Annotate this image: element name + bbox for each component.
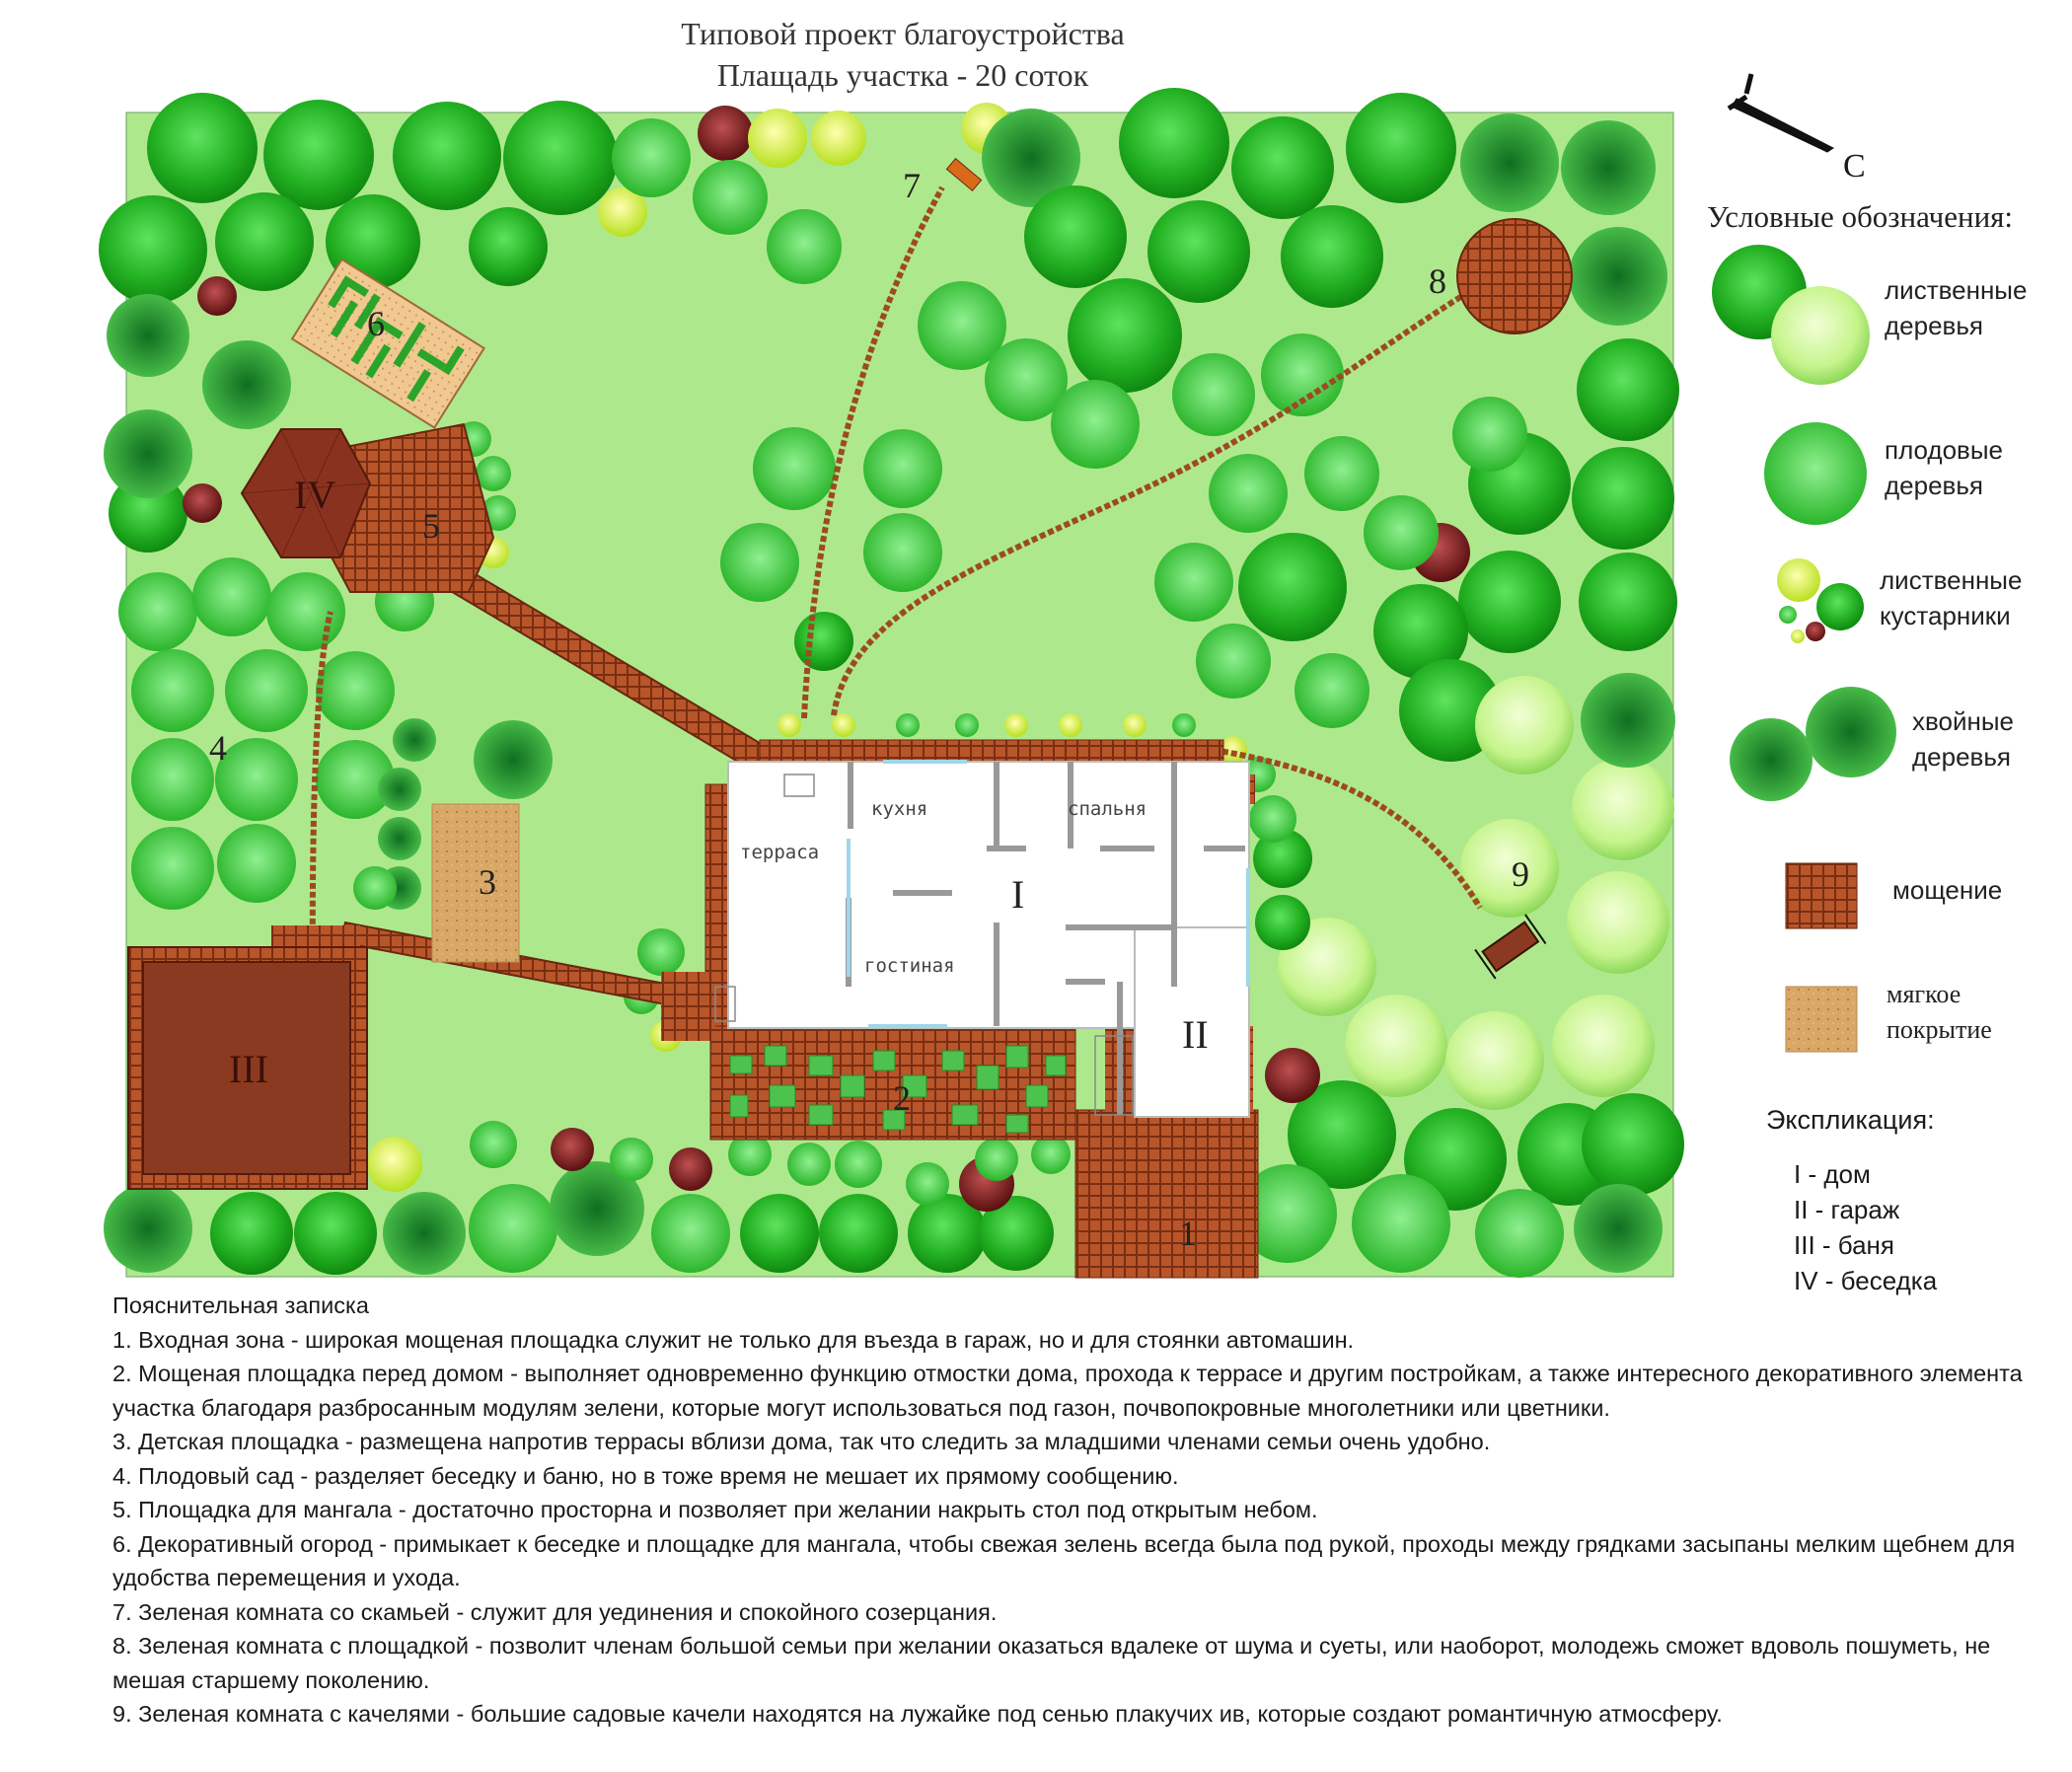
label-7: 7: [903, 166, 921, 205]
note-item: 4. Плодовый сад - разделяет беседку и баню, но в тоже время не мешает их прямому сообщению.: [112, 1462, 1179, 1489]
round-paved-area: [1457, 219, 1572, 333]
plan-title: Типовой проект благоустройства: [681, 16, 1125, 51]
label-4: 4: [209, 728, 227, 768]
note-item: 5. Площадка для мангала - достаточно просторна и позволяет при желании накрыть стол под открытым небом.: [112, 1497, 1318, 1522]
playground: [432, 804, 519, 962]
label-III: III: [229, 1047, 268, 1091]
label-6: 6: [367, 304, 385, 343]
plan-subtitle: Плащадь участка - 20 соток: [716, 57, 1089, 93]
room-bedroom: спальня: [1068, 798, 1147, 820]
note-item: 9. Зеленая комната с качелями - большие садовые качели находятся на лужайке под сенью плакучих ив, которые создают романтичную атмосферу.: [112, 1701, 1723, 1727]
north-arrow-icon: [1729, 74, 1833, 152]
explication-item: II - гараж: [1794, 1195, 1900, 1224]
legend-soft-cover: мягкое покрытие: [1887, 980, 1992, 1044]
label-3: 3: [479, 862, 496, 902]
legend-fruit-trees: плодовые деревья: [1885, 435, 2004, 500]
room-living: гостиная: [864, 955, 955, 977]
explication-list: [1794, 1156, 1937, 1298]
legend-paving: мощение: [1892, 875, 2003, 905]
explication-item: IV - беседка: [1794, 1266, 1938, 1295]
north-letter: С: [1843, 148, 1866, 185]
note-item: 7. Зеленая комната со скамьей - служит для уединения и спокойного созерцания.: [112, 1598, 998, 1625]
legend-title: Условные обозначения:: [1707, 199, 2014, 234]
label-9: 9: [1512, 854, 1529, 894]
label-2: 2: [893, 1078, 911, 1118]
legend-conifers: хвойные деревья: [1912, 706, 2015, 772]
room-terrace: терраса: [740, 842, 820, 863]
label-IV: IV: [294, 473, 336, 517]
note-item: 6. Декоративный огород - примыкает к беседке и площадке для мангала, чтобы свежая зелень всегда была под рукой, проходы между грядками засыпаны мелким щебнем для удобства перемещения и ухода.: [112, 1530, 2016, 1590]
explication-item: I - дом: [1794, 1159, 1871, 1189]
explication-item: III - баня: [1794, 1230, 1894, 1260]
label-5: 5: [422, 506, 440, 546]
note-title: Пояснительная записка: [112, 1292, 369, 1318]
legend-deciduous-shrubs: лиственные кустарники: [1880, 565, 2023, 630]
explication-title: Экспликация:: [1766, 1105, 1935, 1135]
legend-symbols: [1712, 245, 1896, 1052]
explanatory-note: [112, 1289, 2046, 1732]
note-item: 3. Детская площадка - размещена напротив террасы вблизи дома, так что следить за младшими членами семьи очень удобно.: [112, 1429, 1491, 1454]
note-item: 8. Зеленая комната с площадкой - позволит членам большой семьи при желании оказаться вдалеке от шума и суеты, или наоборот, молодежь сможет вдоволь пошуметь, не мешая старшему поколению.: [112, 1633, 1991, 1693]
label-8: 8: [1429, 261, 1446, 301]
room-kitchen: кухня: [871, 798, 928, 820]
label-1: 1: [1179, 1214, 1197, 1253]
label-II: II: [1182, 1012, 1209, 1057]
label-I: I: [1011, 872, 1025, 917]
note-item: 2. Мощеная площадка перед домом - выполняет одновременно функцию отмостки дома, прохода к террасе и другим постройкам, а также интересного декоративного элемента участка благодаря разбросанным модулям зелени, которые могут использоваться под газон, почвопокровные многолетники или цветники.: [112, 1361, 2023, 1421]
note-item: 1. Входная зона - широкая мощеная площадка служит не только для въезда в гараж, но и для стоянки автомашин.: [112, 1326, 1355, 1353]
legend-deciduous-trees: лиственные деревья: [1885, 275, 2028, 340]
